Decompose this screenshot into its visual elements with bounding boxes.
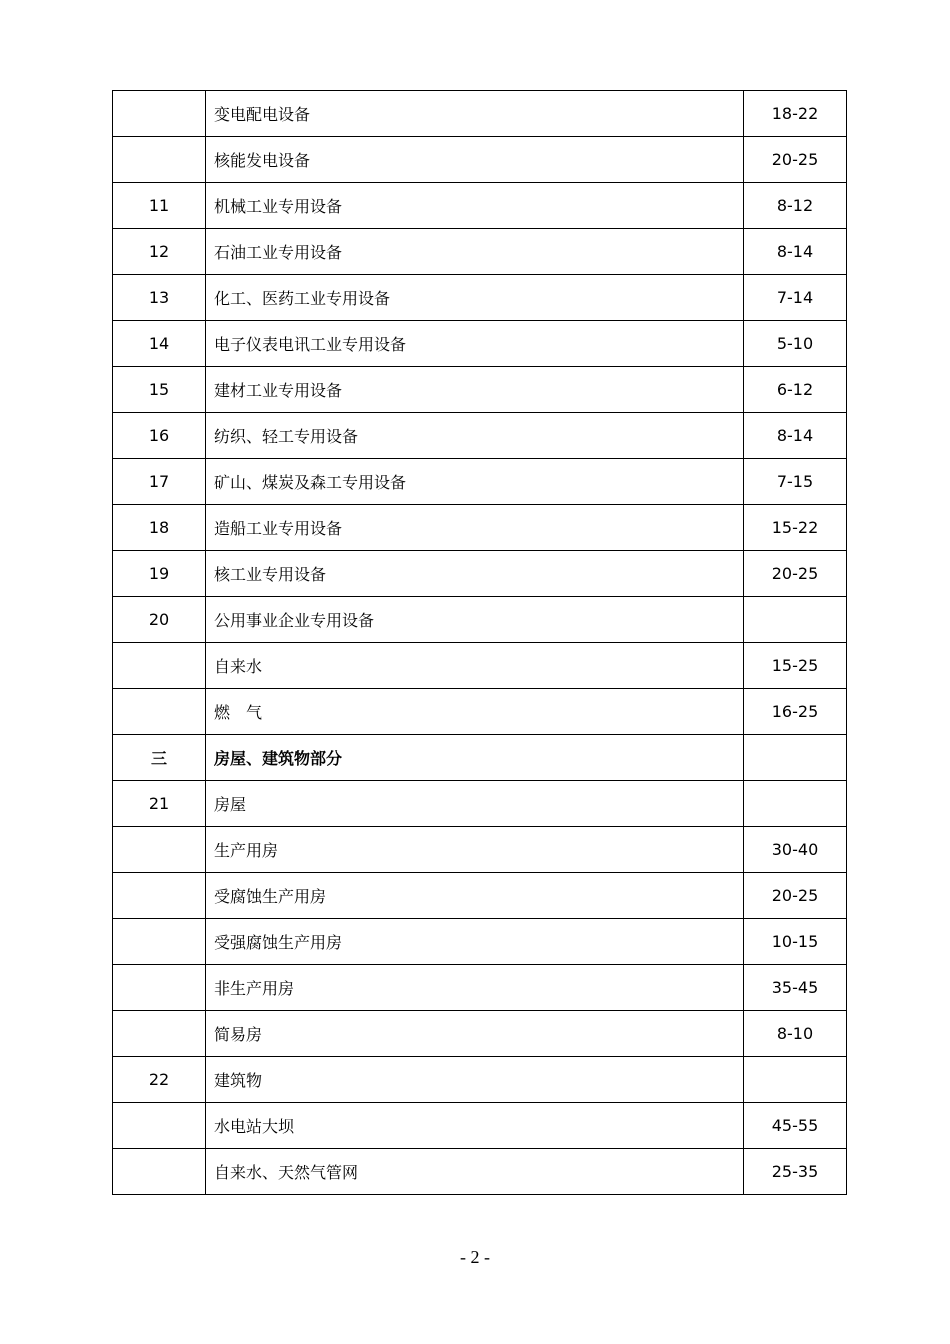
row-number-cell: 17 bbox=[113, 459, 206, 505]
asset-category-cell: 受腐蚀生产用房 bbox=[206, 873, 744, 919]
row-number-cell: 22 bbox=[113, 1057, 206, 1103]
depreciation-years-cell: 6-12 bbox=[744, 367, 847, 413]
table-row bbox=[113, 183, 847, 229]
asset-category-cell: 建材工业专用设备 bbox=[206, 367, 744, 413]
asset-category-cell: 受强腐蚀生产用房 bbox=[206, 919, 744, 965]
table-row bbox=[113, 413, 847, 459]
depreciation-years-cell bbox=[744, 1057, 847, 1103]
table-row bbox=[113, 781, 847, 827]
table-row bbox=[113, 551, 847, 597]
asset-category-cell: 房屋、建筑物部分 bbox=[206, 735, 744, 781]
asset-category-cell: 自来水 bbox=[206, 643, 744, 689]
table-row bbox=[113, 229, 847, 275]
row-number-cell: 15 bbox=[113, 367, 206, 413]
table-row bbox=[113, 367, 847, 413]
depreciation-years-cell: 8-14 bbox=[744, 413, 847, 459]
depreciation-years-table bbox=[112, 90, 847, 1195]
depreciation-years-cell: 16-25 bbox=[744, 689, 847, 735]
row-number-cell: 14 bbox=[113, 321, 206, 367]
table-row bbox=[113, 919, 847, 965]
asset-category-cell: 水电站大坝 bbox=[206, 1103, 744, 1149]
depreciation-years-cell: 18-22 bbox=[744, 91, 847, 137]
row-number-cell bbox=[113, 91, 206, 137]
row-number-cell: 11 bbox=[113, 183, 206, 229]
depreciation-years-cell: 8-12 bbox=[744, 183, 847, 229]
table-row bbox=[113, 1011, 847, 1057]
table-row bbox=[113, 91, 847, 137]
asset-category-cell: 房屋 bbox=[206, 781, 744, 827]
table-row bbox=[113, 735, 847, 781]
row-number-cell bbox=[113, 1011, 206, 1057]
depreciation-years-cell: 35-45 bbox=[744, 965, 847, 1011]
asset-category-cell: 核工业专用设备 bbox=[206, 551, 744, 597]
depreciation-years-cell: 20-25 bbox=[744, 137, 847, 183]
row-number-cell: 三 bbox=[113, 735, 206, 781]
table-row bbox=[113, 643, 847, 689]
asset-category-cell: 建筑物 bbox=[206, 1057, 744, 1103]
table-row bbox=[113, 1103, 847, 1149]
asset-category-cell: 燃 气 bbox=[206, 689, 744, 735]
depreciation-years-cell: 15-25 bbox=[744, 643, 847, 689]
row-number-cell: 21 bbox=[113, 781, 206, 827]
asset-category-cell: 电子仪表电讯工业专用设备 bbox=[206, 321, 744, 367]
depreciation-years-cell: 25-35 bbox=[744, 1149, 847, 1195]
asset-category-cell: 化工、医药工业专用设备 bbox=[206, 275, 744, 321]
asset-category-cell: 自来水、天然气管网 bbox=[206, 1149, 744, 1195]
depreciation-years-cell bbox=[744, 781, 847, 827]
table-row bbox=[113, 873, 847, 919]
asset-category-cell: 机械工业专用设备 bbox=[206, 183, 744, 229]
table-body bbox=[113, 91, 847, 1195]
depreciation-years-cell: 7-15 bbox=[744, 459, 847, 505]
depreciation-years-cell bbox=[744, 735, 847, 781]
table-row bbox=[113, 1149, 847, 1195]
table-row bbox=[113, 965, 847, 1011]
row-number-cell bbox=[113, 689, 206, 735]
asset-category-cell: 矿山、煤炭及森工专用设备 bbox=[206, 459, 744, 505]
asset-category-cell: 纺织、轻工专用设备 bbox=[206, 413, 744, 459]
table-row bbox=[113, 321, 847, 367]
table-row bbox=[113, 505, 847, 551]
asset-category-cell: 非生产用房 bbox=[206, 965, 744, 1011]
row-number-cell bbox=[113, 137, 206, 183]
table-row bbox=[113, 827, 847, 873]
row-number-cell bbox=[113, 873, 206, 919]
asset-category-cell: 公用事业企业专用设备 bbox=[206, 597, 744, 643]
table-row bbox=[113, 275, 847, 321]
asset-category-cell: 核能发电设备 bbox=[206, 137, 744, 183]
row-number-cell: 16 bbox=[113, 413, 206, 459]
row-number-cell bbox=[113, 827, 206, 873]
row-number-cell: 20 bbox=[113, 597, 206, 643]
depreciation-years-cell: 45-55 bbox=[744, 1103, 847, 1149]
depreciation-years-cell: 10-15 bbox=[744, 919, 847, 965]
row-number-cell bbox=[113, 1149, 206, 1195]
table-row bbox=[113, 1057, 847, 1103]
row-number-cell: 12 bbox=[113, 229, 206, 275]
asset-category-cell: 变电配电设备 bbox=[206, 91, 744, 137]
depreciation-years-cell: 20-25 bbox=[744, 873, 847, 919]
row-number-cell: 13 bbox=[113, 275, 206, 321]
table-row bbox=[113, 689, 847, 735]
row-number-cell: 19 bbox=[113, 551, 206, 597]
table-row bbox=[113, 137, 847, 183]
row-number-cell bbox=[113, 1103, 206, 1149]
asset-category-cell: 简易房 bbox=[206, 1011, 744, 1057]
table-row bbox=[113, 597, 847, 643]
depreciation-years-cell: 15-22 bbox=[744, 505, 847, 551]
depreciation-years-cell: 7-14 bbox=[744, 275, 847, 321]
asset-category-cell: 石油工业专用设备 bbox=[206, 229, 744, 275]
asset-category-cell: 造船工业专用设备 bbox=[206, 505, 744, 551]
depreciation-years-cell: 8-10 bbox=[744, 1011, 847, 1057]
page-number: - 2 - bbox=[460, 1247, 490, 1267]
row-number-cell bbox=[113, 919, 206, 965]
row-number-cell bbox=[113, 965, 206, 1011]
depreciation-years-cell bbox=[744, 597, 847, 643]
depreciation-years-cell: 30-40 bbox=[744, 827, 847, 873]
depreciation-years-cell: 20-25 bbox=[744, 551, 847, 597]
asset-category-cell: 生产用房 bbox=[206, 827, 744, 873]
row-number-cell bbox=[113, 643, 206, 689]
table-row bbox=[113, 459, 847, 505]
row-number-cell: 18 bbox=[113, 505, 206, 551]
depreciation-years-cell: 8-14 bbox=[744, 229, 847, 275]
depreciation-years-cell: 5-10 bbox=[744, 321, 847, 367]
